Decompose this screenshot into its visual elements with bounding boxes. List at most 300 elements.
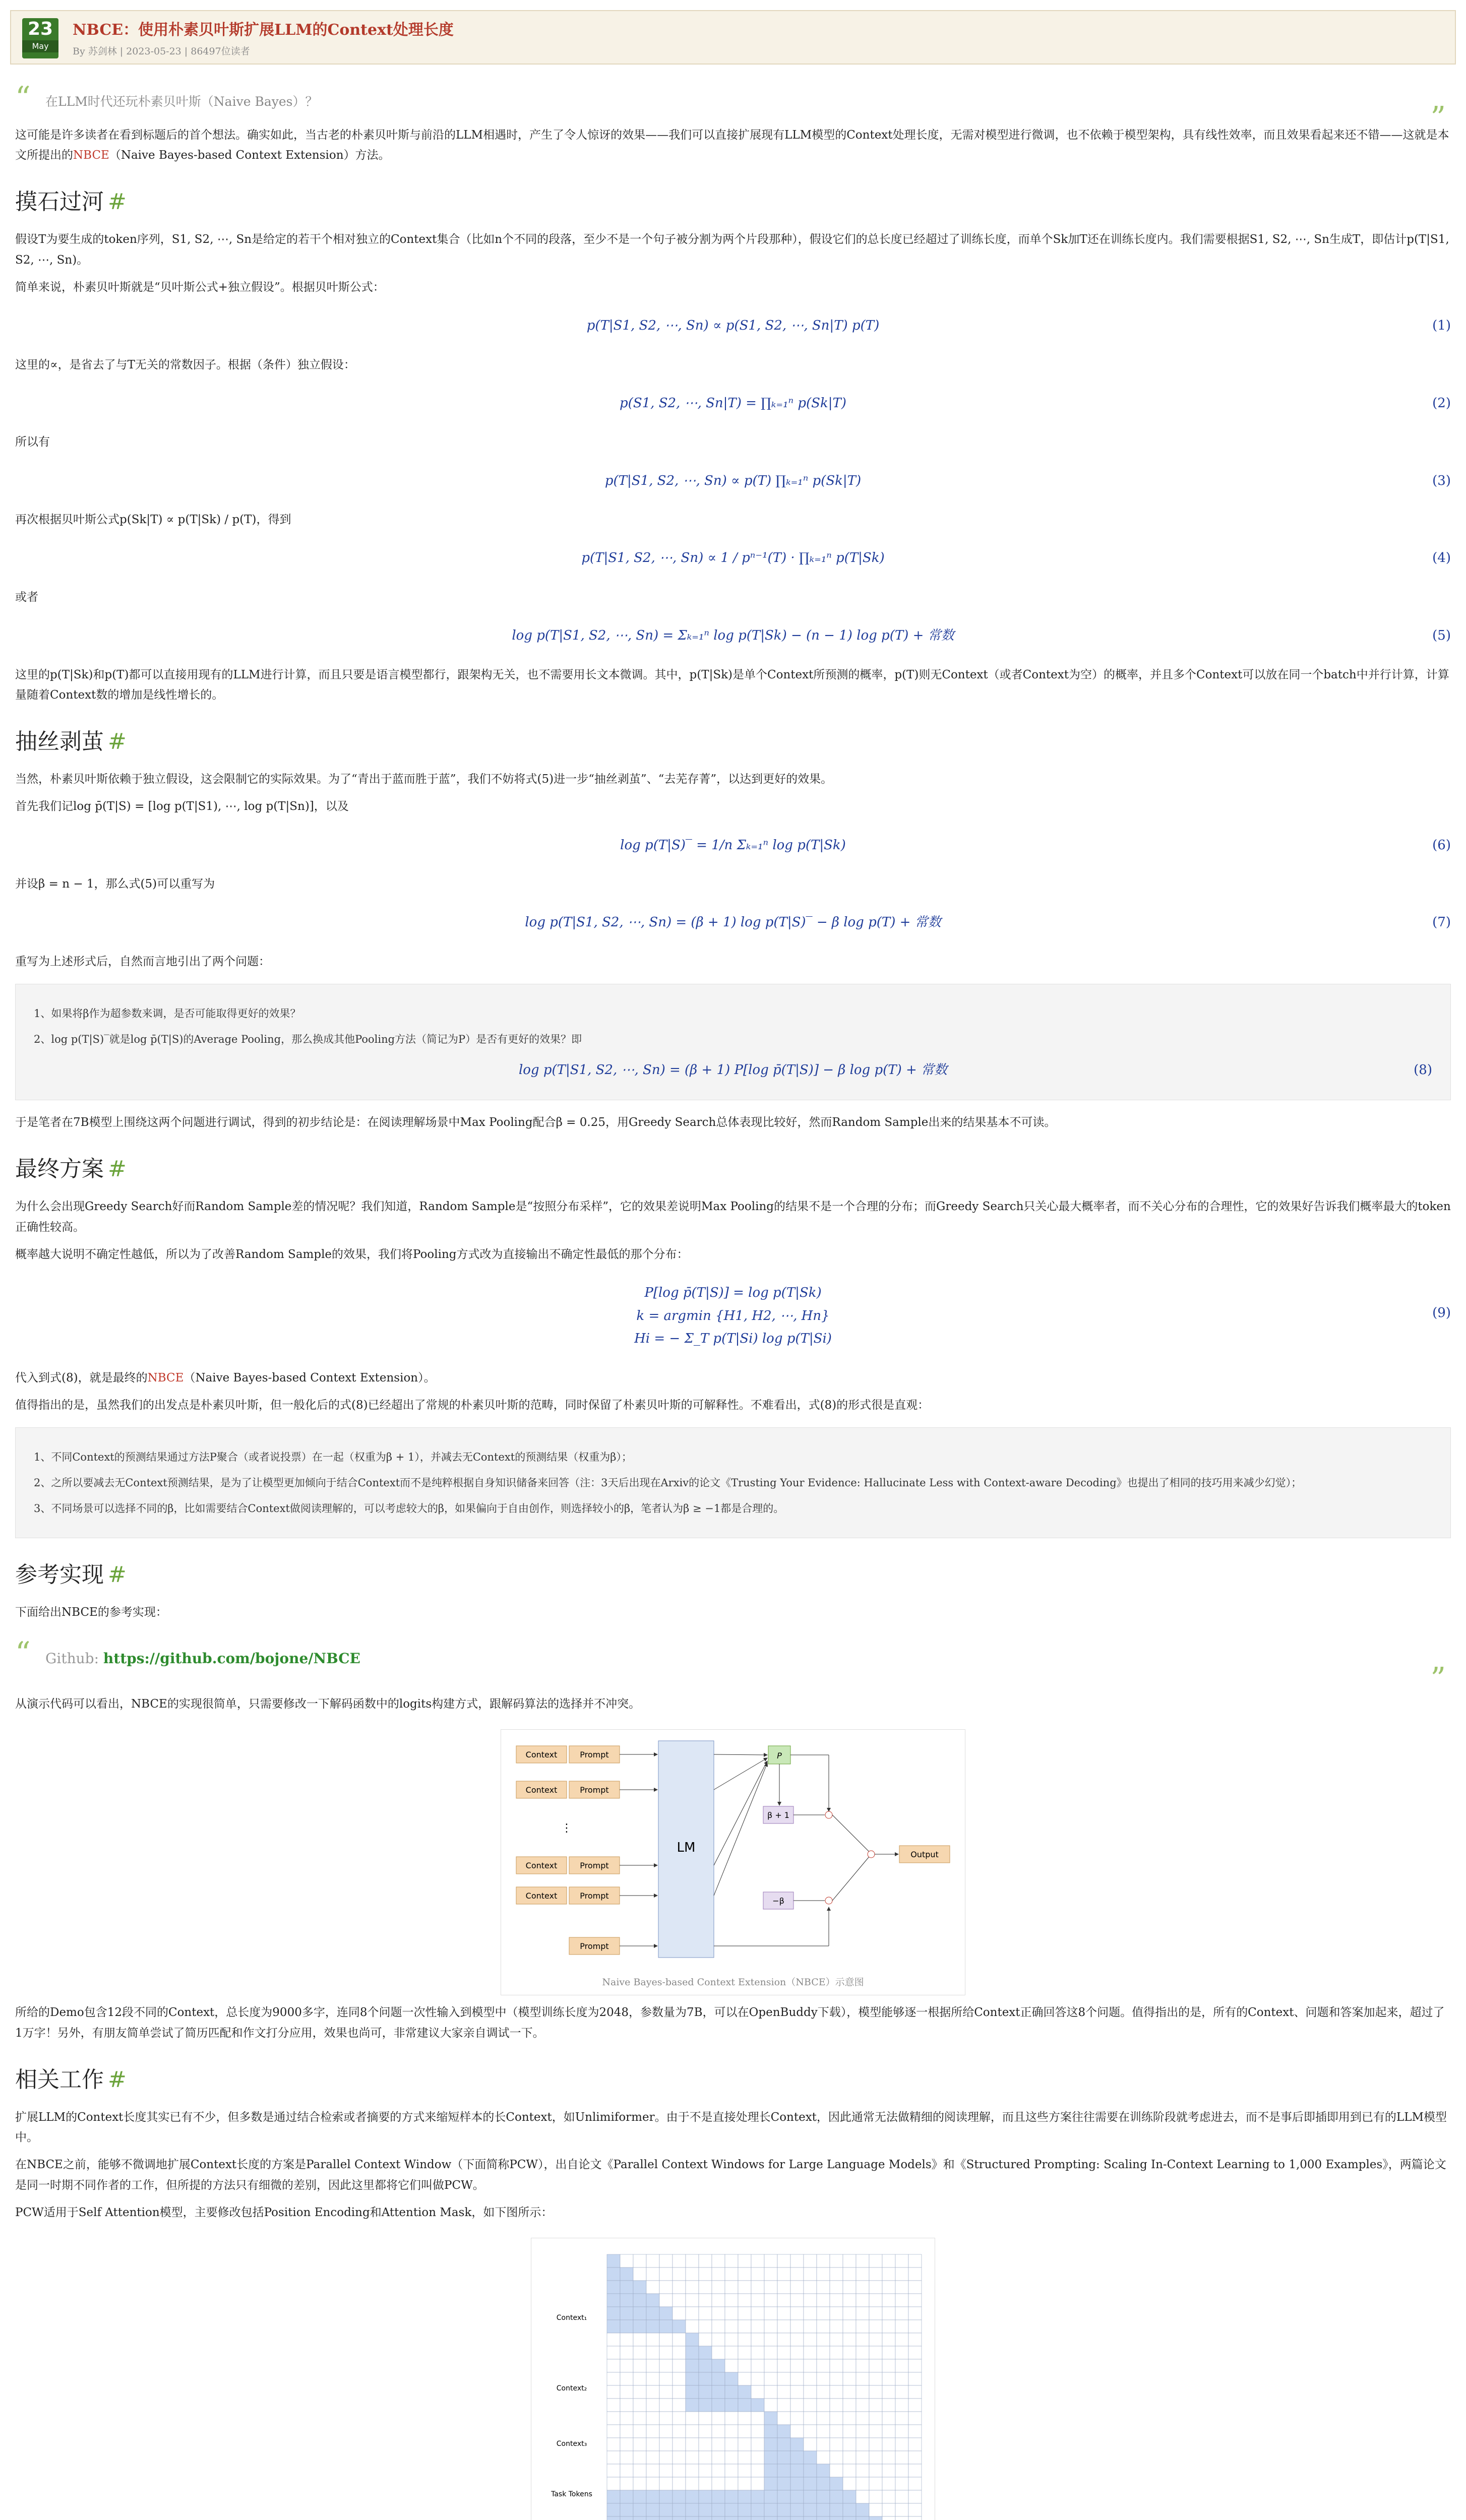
pcw-grid-cell <box>633 2281 646 2294</box>
pcw-grid-cell <box>699 2451 712 2464</box>
pcw-grid-cell <box>882 2333 895 2346</box>
pcw-grid-cell <box>751 2346 764 2359</box>
pcw-grid-cell <box>856 2254 869 2267</box>
pcw-grid-cell <box>843 2281 856 2294</box>
pcw-grid-cell <box>738 2438 751 2451</box>
pcw-grid-cell <box>712 2451 725 2464</box>
pcw-grid-cell <box>607 2320 620 2333</box>
pcw-grid-cell <box>804 2267 817 2281</box>
pcw-grid-cell <box>725 2477 738 2490</box>
pcw-grid-cell <box>738 2254 751 2267</box>
pcw-grid-cell <box>686 2372 699 2385</box>
pcw-grid-cell <box>908 2320 922 2333</box>
pcw-grid-cell <box>764 2464 777 2477</box>
pcw-grid-cell <box>646 2516 659 2520</box>
anchor-icon[interactable]: # <box>108 1562 127 1588</box>
pcw-grid-cell <box>817 2451 830 2464</box>
pcw-grid-cell <box>751 2281 764 2294</box>
sec1-p4: 所以有 <box>15 435 50 449</box>
context-label: Context <box>525 1785 558 1795</box>
pcw-grid-cell <box>633 2307 646 2320</box>
pcw-grid-cell <box>804 2477 817 2490</box>
box-item: 1、不同Context的预测结果通过方法P聚合（或者说投票）在一起（权重为β + 1），并减去无Context的预测结果（权重为β）； <box>34 1451 632 1463</box>
pcw-grid-cell <box>895 2254 908 2267</box>
pcw-grid-cell <box>751 2254 764 2267</box>
pcw-grid-cell <box>843 2490 856 2503</box>
pcw-grid-cell <box>712 2294 725 2307</box>
pcw-grid-cell <box>659 2425 673 2438</box>
pcw-grid-cell <box>646 2346 659 2359</box>
pcw-grid-cell <box>725 2438 738 2451</box>
pcw-grid-cell <box>830 2320 843 2333</box>
pcw-grid-cell <box>856 2464 869 2477</box>
pcw-grid-cell <box>738 2372 751 2385</box>
pcw-grid-cell <box>817 2438 830 2451</box>
pcw-grid-cell <box>712 2385 725 2399</box>
github-label: Github: <box>45 1650 99 1667</box>
pcw-grid-cell <box>777 2503 790 2516</box>
dots-label: ⋮ <box>561 1821 572 1835</box>
pcw-grid-cell <box>725 2320 738 2333</box>
pcw-grid-cell <box>804 2451 817 2464</box>
pcw-grid-cell <box>764 2516 777 2520</box>
pcw-grid-cell <box>659 2477 673 2490</box>
sec1-p1: 假设T为要生成的token序列，S1, S2, ⋯, Sn是给定的若干个相对独立的Context集合（比如n个不同的段落，至少不是一个句子被分割为两个片段那种），假设它们的总长度已经超过了训练长度，而单个Sk加T还在训练长度内。我们需要根据S1, S2, ⋯, Sn生成T，即估计p(T|S1, S2, ⋯, Sn)。 <box>15 233 1449 267</box>
pcw-grid-cell <box>869 2254 882 2267</box>
pcw-grid-cell <box>856 2267 869 2281</box>
prompt-label: Prompt <box>580 1749 609 1759</box>
pcw-grid-cell <box>673 2412 686 2425</box>
pcw-grid-cell <box>817 2385 830 2399</box>
pcw-grid-cell <box>882 2516 895 2520</box>
pcw-grid-cell <box>843 2412 856 2425</box>
pcw-grid-cell <box>804 2320 817 2333</box>
pcw-grid-cell <box>659 2372 673 2385</box>
pcw-grid-cell <box>895 2307 908 2320</box>
pcw-grid-cell <box>699 2477 712 2490</box>
pcw-grid-cell <box>790 2254 804 2267</box>
date-badge <box>22 18 58 58</box>
sec3-p2: 概率越大说明不确定性越低，所以为了改善Random Sample的效果，我们将Pooling方式改为直接输出不确定性最低的那个分布： <box>15 1247 689 1261</box>
pcw-grid-cell <box>777 2294 790 2307</box>
pcw-grid-cell <box>830 2503 843 2516</box>
pcw-grid-cell <box>843 2333 856 2346</box>
pcw-grid-cell <box>607 2399 620 2412</box>
pcw-grid-cell <box>804 2294 817 2307</box>
pcw-grid-cell <box>764 2267 777 2281</box>
equation-2: p(S1, S2, ⋯, Sn|T) = ∏ₖ₌₁ⁿ p(Sk|T) (2) <box>15 392 1451 415</box>
equation-4: p(T|S1, S2, ⋯, Sn) ∝ 1 / pⁿ⁻¹(T) · ∏ₖ₌₁ⁿ p(T|Sk) (4) <box>15 547 1451 570</box>
anchor-icon[interactable]: # <box>108 729 127 754</box>
question-box <box>15 984 1451 1100</box>
pcw-grid-cell <box>908 2490 922 2503</box>
pcw-grid-cell <box>699 2294 712 2307</box>
pcw-grid-cell <box>673 2254 686 2267</box>
pcw-grid-cell <box>777 2477 790 2490</box>
pcw-context-label: Context₁ <box>556 2314 587 2322</box>
pcw-grid-cell <box>804 2412 817 2425</box>
pcw-grid-cell <box>777 2399 790 2412</box>
pcw-grid-cell <box>817 2503 830 2516</box>
pcw-grid-cell <box>777 2267 790 2281</box>
pcw-grid-cell <box>764 2254 777 2267</box>
pcw-grid-cell <box>764 2346 777 2359</box>
pcw-grid-cell <box>686 2320 699 2333</box>
pcw-task-label: Task Tokens <box>551 2490 592 2498</box>
pcw-grid-cell <box>764 2477 777 2490</box>
pcw-grid-cell <box>673 2477 686 2490</box>
pcw-grid-cell <box>699 2372 712 2385</box>
pcw-grid-cell <box>908 2399 922 2412</box>
pcw-grid-cell <box>895 2346 908 2359</box>
pcw-grid-cell <box>725 2490 738 2503</box>
prompt-label: Prompt <box>580 1785 609 1795</box>
pcw-grid-cell <box>620 2372 633 2385</box>
pcw-grid-cell <box>830 2451 843 2464</box>
pcw-grid-cell <box>882 2412 895 2425</box>
pcw-grid-cell <box>908 2425 922 2438</box>
sec2-p1: 当然，朴素贝叶斯依赖于独立假设，这会限制它的实际效果。为了“青出于蓝而胜于蓝”，我们不妨将式(5)进一步“抽丝剥茧”、“去芜存菁”，以达到更好的效果。 <box>15 773 833 786</box>
quote-open-icon: “ <box>15 80 31 115</box>
pcw-grid-cell <box>738 2294 751 2307</box>
pcw-grid-cell <box>804 2490 817 2503</box>
pcw-grid-cell <box>790 2267 804 2281</box>
pcw-grid-cell <box>699 2399 712 2412</box>
pcw-grid-cell <box>646 2425 659 2438</box>
pcw-grid-cell <box>646 2333 659 2346</box>
nbce-highlight: NBCE <box>147 1371 184 1384</box>
pcw-grid-cell <box>843 2516 856 2520</box>
pcw-grid-cell <box>843 2294 856 2307</box>
pcw-grid-cell <box>699 2516 712 2520</box>
prompt-label: Prompt <box>580 1860 609 1870</box>
pcw-grid-cell <box>738 2464 751 2477</box>
pcw-grid-cell <box>804 2399 817 2412</box>
pcw-grid-cell <box>804 2281 817 2294</box>
pcw-grid-cell <box>804 2425 817 2438</box>
pcw-grid-cell <box>790 2359 804 2372</box>
pcw-grid-cell <box>895 2490 908 2503</box>
sec1-p3: 这里的∝，是省去了与T无关的常数因子。根据（条件）独立假设： <box>15 358 355 371</box>
intro-paragraph <box>15 125 1451 166</box>
pcw-grid-cell <box>856 2359 869 2372</box>
pcw-grid-cell <box>673 2385 686 2399</box>
pcw-grid-cell <box>725 2294 738 2307</box>
beta-plus-label: β + 1 <box>767 1810 789 1820</box>
sec3-p1: 为什么会出现Greedy Search好而Random Sample差的情况呢？我们知道，Random Sample是“按照分布采样”，它的效果差说明Max Pooling的结果不是一个合理的分布；而Greedy Search只关心最大概率者，而不关心分布的合理性，它的效果好告诉我们概率最大的token正确性较高。 <box>15 1200 1451 1234</box>
pcw-grid-cell <box>607 2477 620 2490</box>
pcw-grid-cell <box>673 2294 686 2307</box>
pcw-grid-cell <box>633 2464 646 2477</box>
pcw-grid-cell <box>646 2385 659 2399</box>
github-link[interactable]: https://github.com/bojone/NBCE <box>103 1650 360 1667</box>
equation-number: (8) <box>1414 1062 1432 1078</box>
pcw-grid-cell <box>751 2372 764 2385</box>
pcw-grid-cell <box>751 2490 764 2503</box>
pcw-grid-cell <box>699 2385 712 2399</box>
pcw-grid-cell <box>804 2372 817 2385</box>
pcw-grid-cell <box>725 2385 738 2399</box>
pcw-grid-cell <box>620 2254 633 2267</box>
pcw-grid-cell <box>882 2320 895 2333</box>
pcw-grid-cell <box>646 2438 659 2451</box>
pcw-grid-cell <box>686 2346 699 2359</box>
pcw-grid-cell <box>856 2490 869 2503</box>
pcw-grid-cell <box>777 2346 790 2359</box>
pcw-grid-cell <box>895 2516 908 2520</box>
pcw-grid-cell <box>751 2516 764 2520</box>
beta-minus-label: −β <box>772 1896 784 1906</box>
section-heading-4: 参考实现 # <box>15 1562 127 1588</box>
sec2-p3: 并设β = n − 1，那么式(5)可以重写为 <box>15 877 215 891</box>
pcw-grid-cell <box>738 2477 751 2490</box>
equation-number: (3) <box>1432 473 1451 488</box>
pcw-grid-cell <box>830 2412 843 2425</box>
pcw-grid-cell <box>804 2307 817 2320</box>
pcw-grid-cell <box>686 2294 699 2307</box>
pcw-grid-cell <box>607 2412 620 2425</box>
pcw-grid-cell <box>843 2464 856 2477</box>
intro-quote-text: 在LLM时代还玩朴素贝叶斯（Naive Bayes）？ <box>45 94 318 109</box>
pcw-grid-cell <box>882 2281 895 2294</box>
sec1-p5: 再次根据贝叶斯公式p(Sk|T) ∝ p(T|Sk) / p(T)，得到 <box>15 513 291 526</box>
pcw-grid-cell <box>817 2372 830 2385</box>
pcw-grid-cell <box>633 2346 646 2359</box>
quote-open-icon: “ <box>15 1635 31 1671</box>
pcw-grid-cell <box>699 2307 712 2320</box>
pcw-grid-cell <box>856 2412 869 2425</box>
pcw-grid-cell <box>895 2372 908 2385</box>
pcw-grid-cell <box>817 2281 830 2294</box>
pcw-grid-cell <box>830 2464 843 2477</box>
lm-label: LM <box>677 1840 696 1855</box>
pcw-grid-cell <box>882 2477 895 2490</box>
pcw-grid-cell <box>633 2372 646 2385</box>
pcw-grid-cell <box>830 2359 843 2372</box>
pcw-grid-cell <box>856 2503 869 2516</box>
pcw-grid-cell <box>908 2267 922 2281</box>
pcw-grid-cell <box>790 2399 804 2412</box>
date-month: May <box>22 40 58 52</box>
pcw-grid-cell <box>699 2490 712 2503</box>
pcw-grid-cell <box>869 2320 882 2333</box>
pcw-grid-cell <box>843 2267 856 2281</box>
anchor-icon[interactable]: # <box>108 189 127 215</box>
pcw-grid-cell <box>790 2372 804 2385</box>
pcw-grid-cell <box>659 2320 673 2333</box>
pcw-grid-cell <box>712 2254 725 2267</box>
pcw-grid-cell <box>830 2267 843 2281</box>
pcw-grid-cell <box>659 2294 673 2307</box>
pcw-grid-cell <box>712 2372 725 2385</box>
output-label: Output <box>910 1849 939 1859</box>
multiply-node <box>825 1897 832 1904</box>
pcw-grid-cell <box>804 2438 817 2451</box>
pcw-grid-cell <box>673 2516 686 2520</box>
intro-text-c: （Naive Bayes-based Context Extension）方法。 <box>109 149 390 162</box>
pcw-grid-cell <box>607 2359 620 2372</box>
pcw-grid-cell <box>869 2385 882 2399</box>
equation-number: (7) <box>1432 915 1451 930</box>
pcw-grid-cell <box>673 2372 686 2385</box>
pcw-grid-cell <box>843 2359 856 2372</box>
pcw-grid-cell <box>777 2438 790 2451</box>
pcw-grid-cell <box>633 2294 646 2307</box>
context-label: Context <box>525 1749 558 1759</box>
pcw-grid-cell <box>908 2503 922 2516</box>
sec2-p2: 首先我们记log p̄(T|S) = [log p(T|S1), ⋯, log p(T|Sn)]，以及 <box>15 800 349 813</box>
pcw-grid-cell <box>830 2254 843 2267</box>
pcw-grid-cell <box>607 2490 620 2503</box>
pcw-grid-cell <box>908 2281 922 2294</box>
pcw-grid-cell <box>856 2451 869 2464</box>
pcw-grid-cell <box>764 2503 777 2516</box>
pcw-grid-cell <box>895 2438 908 2451</box>
pcw-grid-cell <box>659 2399 673 2412</box>
pcw-grid-cell <box>686 2438 699 2451</box>
pcw-grid-cells <box>607 2254 922 2520</box>
pcw-grid-cell <box>804 2503 817 2516</box>
sec3-p3: 代入到式(8)，就是最终的NBCE（Naive Bayes-based Context Extension）。 <box>15 1371 436 1384</box>
pcw-grid-cell <box>817 2320 830 2333</box>
pcw-grid-cell <box>659 2333 673 2346</box>
pcw-grid-cell <box>607 2516 620 2520</box>
pcw-grid-cell <box>777 2490 790 2503</box>
section-heading-5: 相关工作 # <box>15 2066 127 2093</box>
pcw-grid-cell <box>777 2464 790 2477</box>
pcw-grid-cell <box>751 2503 764 2516</box>
pcw-grid-cell <box>725 2464 738 2477</box>
pcw-grid-cell <box>843 2438 856 2451</box>
context-row-1 <box>516 1746 620 1763</box>
pcw-grid-cell <box>908 2359 922 2372</box>
pcw-grid-cell <box>699 2412 712 2425</box>
pcw-grid-cell <box>620 2516 633 2520</box>
pcw-grid-cell <box>908 2333 922 2346</box>
pcw-grid-cell <box>830 2516 843 2520</box>
pcw-grid-cell <box>751 2320 764 2333</box>
pcw-grid-cell <box>738 2399 751 2412</box>
pcw-grid-cell <box>830 2294 843 2307</box>
pcw-grid-cell <box>764 2294 777 2307</box>
equation-number: (5) <box>1432 628 1451 643</box>
pcw-grid-cell <box>738 2346 751 2359</box>
pcw-grid-cell <box>620 2359 633 2372</box>
post-title[interactable]: NBCE：使用朴素贝叶斯扩展LLM的Context处理长度 <box>73 21 454 39</box>
pcw-grid-cell <box>869 2490 882 2503</box>
pcw-grid-cell <box>843 2451 856 2464</box>
sec1-p7: 这里的p(T|Sk)和p(T)都可以直接用现有的LLM进行计算，而且只要是语言模型都行，跟架构无关，也不需要用长文本微调。其中，p(T|Sk)是单个Context所预测的概率，p(T)则无Context（或者Context为空）的概率，并且多个Context可以放在同一个batch中并行计算，计算量随着Context数的增加是线性增长的。 <box>15 668 1449 702</box>
pcw-grid-cell <box>712 2438 725 2451</box>
context-label: Context <box>525 1860 558 1870</box>
prompt-label: Prompt <box>580 1941 609 1951</box>
pcw-grid-cell <box>751 2359 764 2372</box>
pcw-grid-cell <box>712 2464 725 2477</box>
box-item: 3、不同场景可以选择不同的β，比如需要结合Context做阅读理解的，可以考虑较大的β，如果偏向于自由创作，则选择较小的β，笔者认为β ≥ −1都是合理的。 <box>34 1502 784 1515</box>
sec4-p2: 从演示代码可以看出，NBCE的实现很简单，只需要修改一下解码函数中的logits构建方式，跟解码算法的选择并不冲突。 <box>15 1697 641 1711</box>
equation-6: log p(T|S)‾ = 1/n Σₖ₌₁ⁿ log p(T|Sk) (6) <box>15 834 1451 857</box>
pcw-grid-cell <box>869 2516 882 2520</box>
pcw-grid-cell <box>607 2425 620 2438</box>
pcw-grid-cell <box>607 2346 620 2359</box>
pcw-grid-cell <box>633 2438 646 2451</box>
pcw-grid-cell <box>712 2346 725 2359</box>
pcw-grid-cell <box>607 2267 620 2281</box>
pcw-grid-cell <box>777 2516 790 2520</box>
sum-node <box>868 1851 875 1858</box>
pcw-grid-cell <box>882 2294 895 2307</box>
pcw-grid-cell <box>686 2425 699 2438</box>
pcw-grid-cell <box>712 2399 725 2412</box>
pcw-grid-cell <box>738 2425 751 2438</box>
pcw-grid-cell <box>882 2346 895 2359</box>
pcw-grid-cell <box>790 2333 804 2346</box>
pcw-grid-cell <box>738 2503 751 2516</box>
prompt-only-row <box>569 1937 620 1955</box>
anchor-icon[interactable]: # <box>108 1156 127 1182</box>
pcw-grid-cell <box>856 2399 869 2412</box>
pcw-grid-cell <box>673 2438 686 2451</box>
sec4-p1: 下面给出NBCE的参考实现： <box>15 1606 167 1619</box>
equation-1: p(T|S1, S2, ⋯, Sn) ∝ p(S1, S2, ⋯, Sn|T) p(T) (1) <box>15 314 1451 338</box>
pcw-grid-cell <box>777 2320 790 2333</box>
pcw-grid-cell <box>869 2281 882 2294</box>
pcw-grid-cell <box>830 2333 843 2346</box>
pcw-grid-cell <box>646 2294 659 2307</box>
pcw-grid-cell <box>908 2254 922 2267</box>
pcw-grid-cell <box>646 2359 659 2372</box>
pcw-grid-cell <box>673 2333 686 2346</box>
pcw-grid-cell <box>673 2281 686 2294</box>
pcw-grid-cell <box>804 2385 817 2399</box>
pcw-grid-cell <box>882 2385 895 2399</box>
pcw-grid-cell <box>659 2451 673 2464</box>
quote-close-icon: ” <box>1430 1661 1446 1696</box>
pcw-grid-cell <box>725 2412 738 2425</box>
pcw-grid-cell <box>882 2254 895 2267</box>
pcw-grid-cell <box>856 2281 869 2294</box>
pcw-grid-cell <box>686 2267 699 2281</box>
pcw-grid-cell <box>725 2516 738 2520</box>
pcw-grid-cell <box>908 2385 922 2399</box>
pcw-grid-cell <box>856 2385 869 2399</box>
pcw-grid-cell <box>764 2412 777 2425</box>
pcw-grid-cell <box>869 2438 882 2451</box>
nbce-diagram <box>506 1736 960 1968</box>
pcw-grid-cell <box>817 2425 830 2438</box>
pcw-grid-cell <box>817 2477 830 2490</box>
pcw-grid-cell <box>646 2464 659 2477</box>
pcw-grid-cell <box>764 2307 777 2320</box>
pcw-grid-cell <box>712 2516 725 2520</box>
pcw-grid-cell <box>843 2320 856 2333</box>
pcw-grid-cell <box>712 2333 725 2346</box>
pcw-grid-cell <box>869 2412 882 2425</box>
section-heading-1: 摸石过河 # <box>15 189 127 215</box>
intro-text-a: 这可能是许多读者在看到标题后的首个想法。确实如此，当古老的朴素贝叶斯与前沿的LLM相遇时，产生了令人惊讶的效果——我们可以直接扩展现有LLM模型的Context处理长度，无需对模型进行微调，也不依赖于模型架构，具有线性效率，而且效果看起来还不错——这就是本文所提出的 <box>15 128 1449 162</box>
article-body <box>15 80 1451 2520</box>
pcw-grid-cell <box>620 2294 633 2307</box>
pcw-grid-cell <box>777 2307 790 2320</box>
pcw-grid-cell <box>673 2464 686 2477</box>
pcw-grid-cell <box>686 2516 699 2520</box>
pcw-grid-cell <box>856 2307 869 2320</box>
pcw-grid-cell <box>751 2412 764 2425</box>
pcw-grid-cell <box>830 2477 843 2490</box>
pcw-grid-cell <box>633 2359 646 2372</box>
anchor-icon[interactable]: # <box>108 2066 127 2093</box>
pcw-grid-cell <box>869 2359 882 2372</box>
